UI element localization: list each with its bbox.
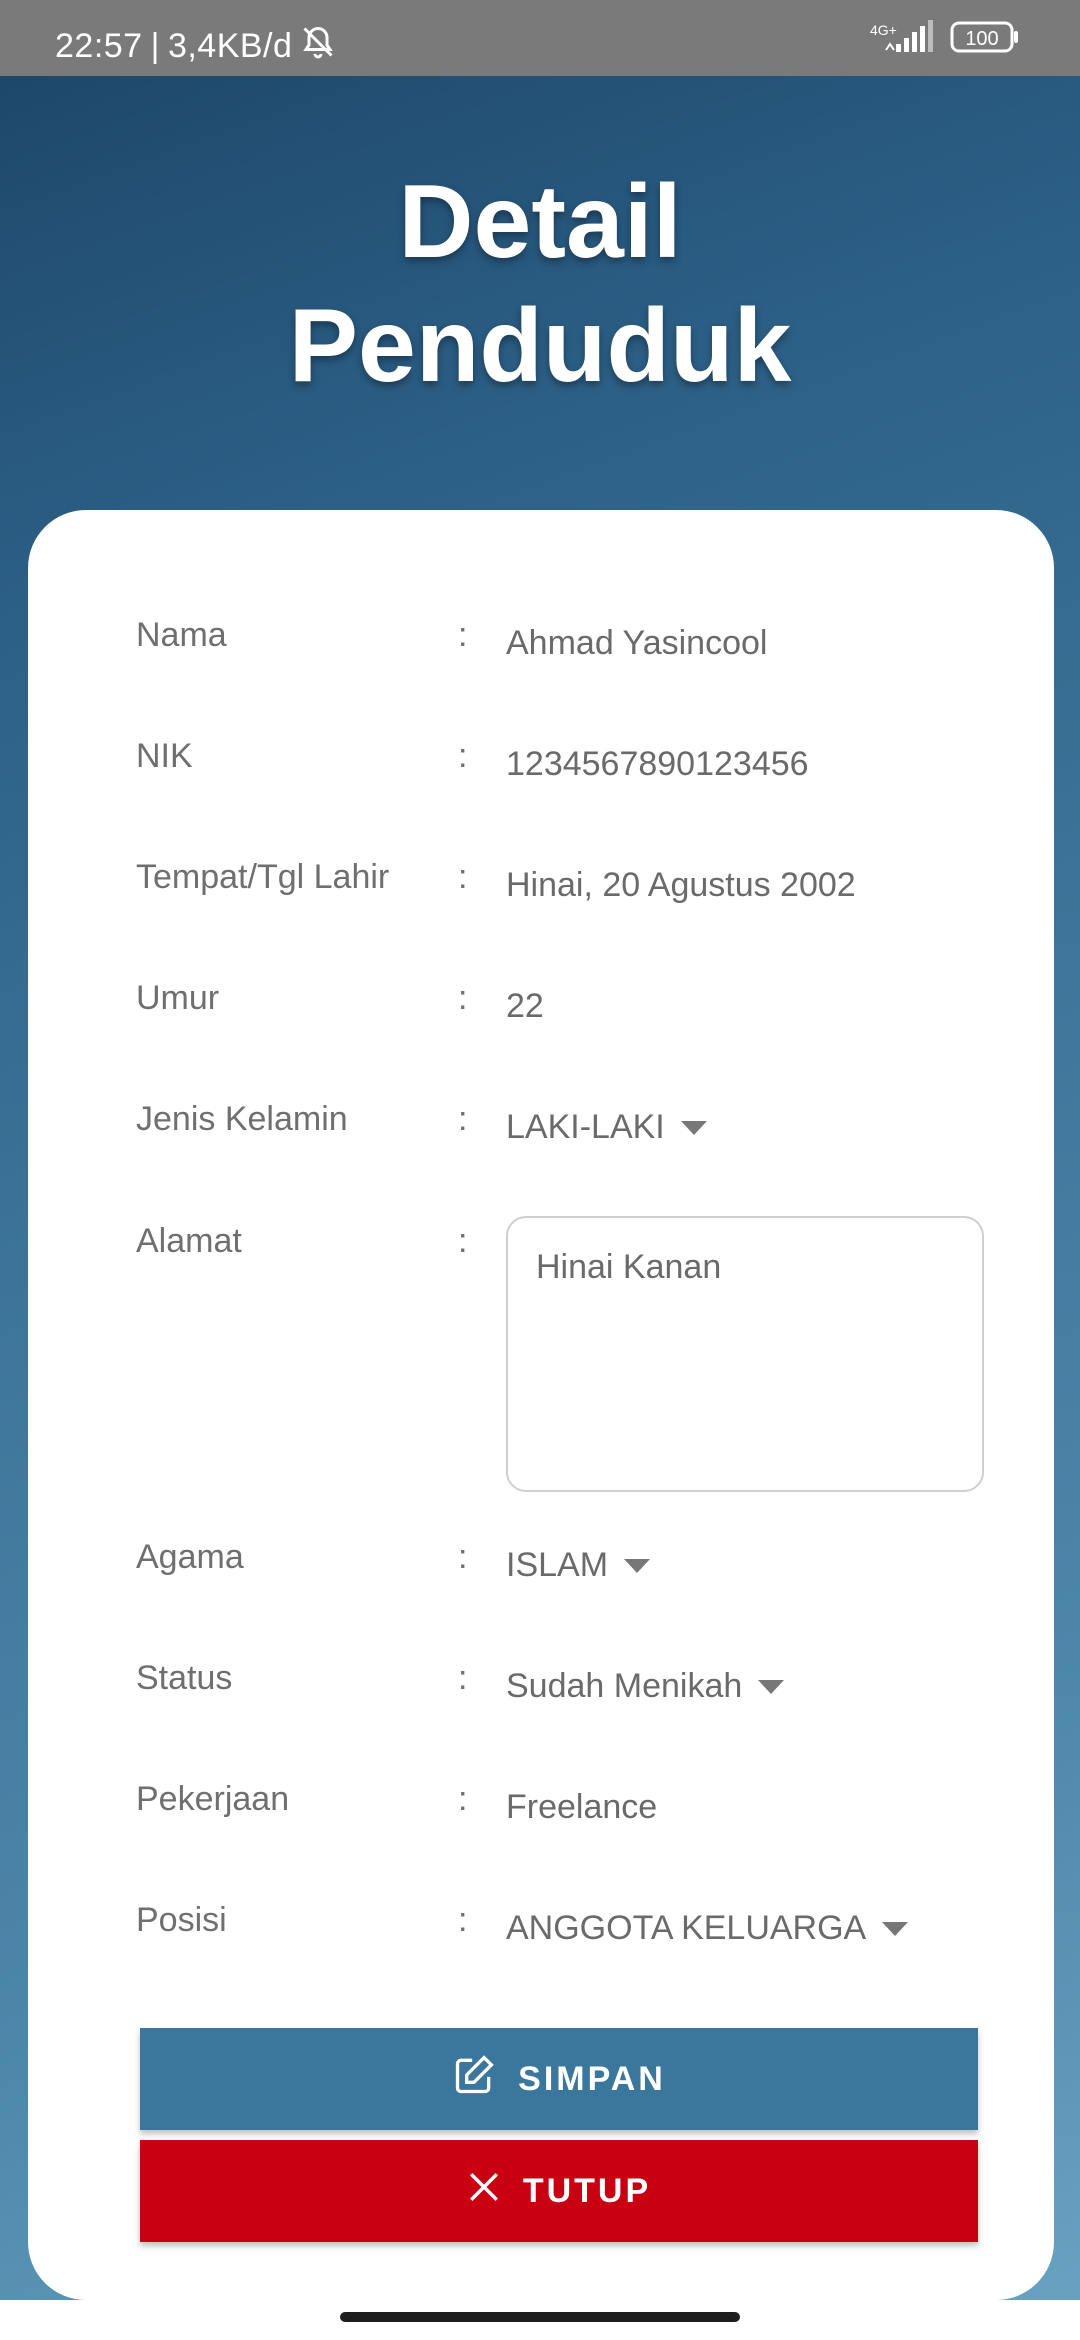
field-tempat-tgl-lahir <box>136 858 996 928</box>
page-title-line1: Detail <box>398 164 682 280</box>
status-bar <box>0 0 1080 76</box>
field-colon: : <box>458 1780 468 1818</box>
address-textarea[interactable] <box>506 1216 984 1492</box>
home-indicator[interactable] <box>340 2312 740 2322</box>
field-label: NIK <box>136 737 193 775</box>
page-title-line2: Penduduk <box>288 288 792 404</box>
position-dropdown[interactable] <box>506 1909 908 1948</box>
status-time: 22:57 <box>55 27 143 65</box>
position-dropdown-value: ANGGOTA KELUARGA <box>506 1909 867 1947</box>
field-label: Alamat <box>136 1222 242 1260</box>
field-label: Tempat/Tgl Lahir <box>136 858 390 896</box>
chevron-down-icon <box>882 1922 908 1936</box>
address-text: Hinai Kanan <box>536 1248 722 1286</box>
field-value: Freelance <box>506 1788 658 1826</box>
bell-off-icon <box>300 24 336 69</box>
field-value: Ahmad Yasincool <box>506 624 768 662</box>
gender-dropdown-value: LAKI-LAKI <box>506 1108 665 1146</box>
field-label: Status <box>136 1659 233 1697</box>
gender-dropdown[interactable] <box>506 1108 707 1147</box>
field-colon: : <box>458 1901 468 1939</box>
marital-status-dropdown[interactable] <box>506 1667 784 1706</box>
field-label: Nama <box>136 616 227 654</box>
religion-dropdown[interactable] <box>506 1546 650 1585</box>
field-colon: : <box>458 1100 468 1138</box>
chevron-down-icon <box>681 1121 707 1135</box>
field-value: 1234567890123456 <box>506 745 809 783</box>
status-separator: | <box>150 27 160 65</box>
field-colon: : <box>458 616 468 654</box>
field-umur <box>136 979 996 1049</box>
close-icon <box>467 2170 501 2213</box>
field-agama <box>136 1538 996 1608</box>
field-label: Umur <box>136 979 220 1017</box>
religion-dropdown-value: ISLAM <box>506 1546 609 1584</box>
chevron-down-icon <box>624 1559 650 1573</box>
field-label: Jenis Kelamin <box>136 1100 348 1138</box>
field-colon: : <box>458 979 468 1017</box>
status-right <box>884 20 1020 59</box>
chevron-down-icon <box>758 1680 784 1694</box>
field-value: Hinai, 20 Agustus 2002 <box>506 866 856 904</box>
field-colon: : <box>458 1659 468 1697</box>
network-type: 4G+ <box>870 22 897 38</box>
field-label: Pekerjaan <box>136 1780 290 1818</box>
field-colon: : <box>458 858 468 896</box>
field-value: 22 <box>506 987 544 1025</box>
close-button[interactable] <box>140 2140 978 2242</box>
field-jenis-kelamin <box>136 1100 996 1170</box>
field-colon: : <box>458 1538 468 1576</box>
status-speed: 3,4KB/d <box>167 27 293 65</box>
field-status <box>136 1659 996 1729</box>
page-title <box>0 160 1080 408</box>
field-colon: : <box>458 1222 468 1260</box>
status-left <box>55 24 336 69</box>
field-posisi <box>136 1901 996 1971</box>
close-button-label: TUTUP <box>522 2171 652 2210</box>
save-button[interactable] <box>140 2028 978 2130</box>
signal-icon <box>884 20 936 59</box>
field-label: Posisi <box>136 1901 227 1939</box>
battery-level: 100 <box>965 28 999 50</box>
field-colon: : <box>458 737 468 775</box>
battery-icon <box>950 20 1020 59</box>
save-button-label: SIMPAN <box>518 2059 666 2098</box>
field-pekerjaan <box>136 1780 996 1850</box>
edit-icon <box>452 2053 496 2106</box>
field-nik <box>136 737 996 807</box>
marital-status-dropdown-value: Sudah Menikah <box>506 1667 743 1705</box>
field-label: Agama <box>136 1538 244 1576</box>
field-nama <box>136 616 996 686</box>
